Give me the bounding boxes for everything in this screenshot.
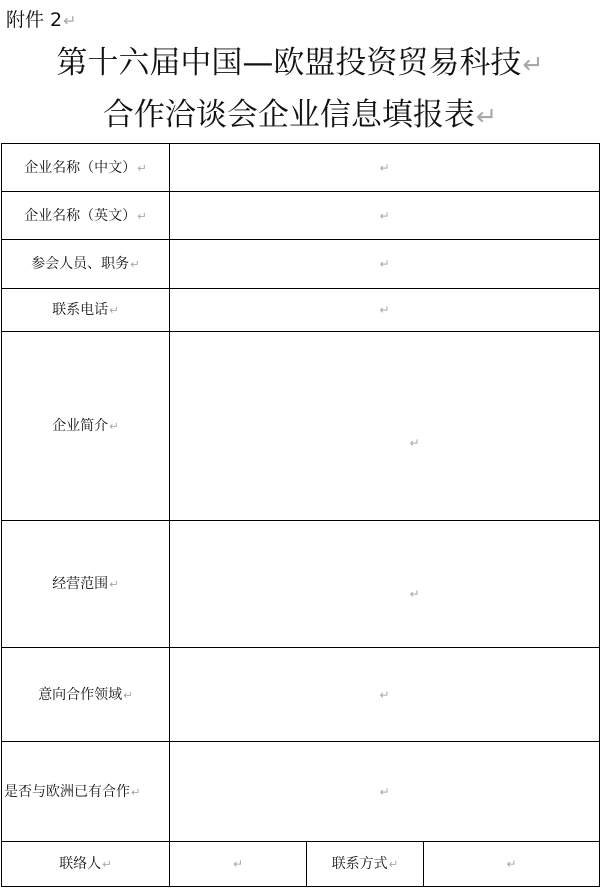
paragraph-mark: ↵ — [109, 419, 119, 433]
field-europe-cooperation[interactable] — [170, 742, 600, 842]
attachment-label-text: 附件 2 — [6, 9, 63, 31]
label-europe-cooperation — [2, 742, 170, 842]
label-phone-text: 联系电话 — [52, 302, 109, 318]
form-title-line2-text: 合作洽谈会企业信息填报表 — [102, 97, 475, 133]
label-attendees — [2, 240, 170, 289]
paragraph-mark: ↵ — [379, 160, 390, 175]
paragraph-mark: ↵ — [475, 101, 498, 131]
table-row — [2, 521, 600, 648]
paragraph-mark: ↵ — [388, 857, 399, 871]
label-attendees-text: 参会人员、职务 — [31, 256, 130, 272]
label-company-name-en-text: 企业名称（英文） — [24, 207, 137, 224]
paragraph-mark: ↵ — [379, 687, 390, 702]
label-company-name-cn — [2, 144, 170, 192]
label-contact-person-text: 联络人 — [59, 856, 102, 872]
label-phone — [2, 289, 170, 332]
label-contact-method-text: 联系方式 — [331, 856, 388, 872]
paragraph-mark: ↵ — [409, 587, 420, 601]
paragraph-mark: ↵ — [506, 857, 517, 871]
table-row — [2, 192, 600, 240]
label-contact-method — [307, 842, 424, 887]
table-row — [2, 144, 600, 192]
form-title-line1 — [0, 44, 600, 83]
registration-form-table — [1, 143, 600, 887]
label-company-profile — [2, 332, 170, 521]
paragraph-mark: ↵ — [379, 303, 390, 317]
attachment-label — [6, 8, 76, 33]
label-business-scope-text: 经营范围 — [52, 576, 109, 592]
paragraph-mark: ↵ — [63, 12, 77, 30]
label-company-name-cn-text: 企业名称（中文） — [24, 159, 137, 176]
label-europe-cooperation-text: 是否与欧洲已有合作 — [4, 783, 130, 800]
field-phone[interactable] — [170, 289, 600, 332]
field-company-name-en[interactable] — [170, 192, 600, 240]
paragraph-mark: ↵ — [137, 160, 147, 175]
field-cooperation-field[interactable] — [170, 648, 600, 742]
form-title-line1-text: 第十六届中国—欧盟投资贸易科技 — [56, 45, 522, 81]
label-company-name-en — [2, 192, 170, 240]
paragraph-mark: ↵ — [123, 687, 133, 702]
field-company-name-cn[interactable] — [170, 144, 600, 192]
paragraph-mark: ↵ — [379, 784, 390, 799]
label-company-profile-text: 企业简介 — [52, 418, 109, 434]
paragraph-mark: ↵ — [131, 784, 141, 799]
paragraph-mark: ↵ — [130, 257, 140, 271]
paragraph-mark: ↵ — [137, 208, 147, 223]
paragraph-mark: ↵ — [232, 857, 244, 871]
paragraph-mark: ↵ — [102, 857, 112, 871]
paragraph-mark: ↵ — [379, 208, 390, 223]
form-title-line2 — [0, 96, 600, 135]
paragraph-mark: ↵ — [522, 49, 544, 79]
table-row — [2, 648, 600, 742]
paragraph-mark: ↵ — [109, 303, 119, 317]
field-contact-method[interactable] — [424, 842, 600, 887]
field-contact-person[interactable] — [170, 842, 307, 887]
field-company-profile[interactable] — [170, 332, 600, 521]
table-row — [2, 240, 600, 289]
label-business-scope — [2, 521, 170, 648]
table-row — [2, 842, 600, 887]
field-attendees[interactable] — [170, 240, 600, 289]
table-row — [2, 289, 600, 332]
paragraph-mark: ↵ — [379, 257, 390, 271]
paragraph-mark: ↵ — [109, 577, 119, 591]
field-business-scope[interactable] — [170, 521, 600, 648]
table-row — [2, 742, 600, 842]
table-row — [2, 332, 600, 521]
label-contact-person — [2, 842, 170, 887]
label-cooperation-field — [2, 648, 170, 742]
label-cooperation-field-text: 意向合作领域 — [38, 686, 123, 703]
paragraph-mark: ↵ — [409, 436, 420, 450]
